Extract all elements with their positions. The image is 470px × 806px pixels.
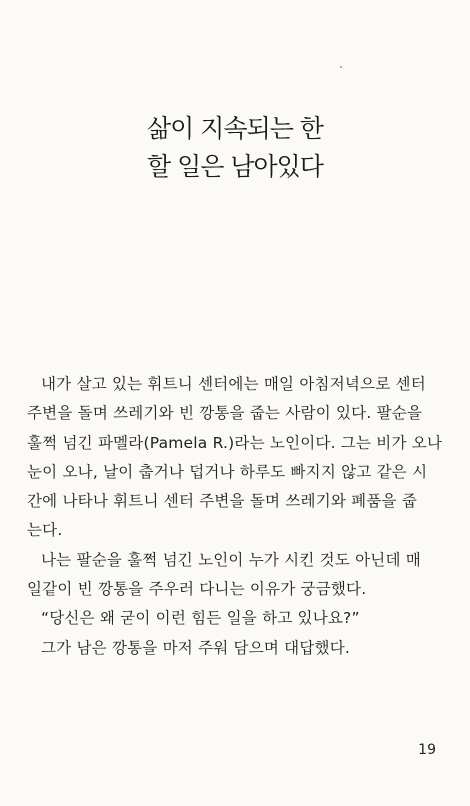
text-line: 내가 살고 있는 휘트니 센터에는 매일 아침저녁으로 센터 — [41, 375, 426, 393]
page-number: 19 — [418, 742, 436, 758]
paper-speck — [340, 66, 342, 68]
text-line: 주변을 돌며 쓰레기와 빈 깡통을 줍는 사람이 있다. 팔순을 — [27, 404, 423, 423]
text-line: 간에 나타나 휘트니 센터 주변을 돌며 쓰레기와 폐품을 줍 — [27, 492, 417, 511]
chapter-title-line-1: 삶이 지속되는 한 — [147, 114, 323, 143]
text-line: 눈이 오나, 날이 춥거나 덥거나 하루도 빠지지 않고 같은 시 — [27, 462, 428, 481]
text-line: 나는 팔순을 훌쩍 넘긴 노인이 누가 시킨 것도 아닌데 매 — [41, 550, 421, 569]
text-line: 일같이 빈 깡통을 주우러 다니는 이유가 궁금했다. — [27, 580, 367, 599]
chapter-title-line-2: 할 일은 남아있다 — [147, 152, 323, 181]
chapter-title — [0, 110, 470, 186]
text-line: 훌쩍 넘긴 파멜라(Pamela R.)라는 노인이다. 그는 비가 오나 — [27, 433, 443, 452]
text-line: 는다. — [27, 521, 63, 540]
body-text — [27, 370, 447, 663]
text-line: 그가 남은 깡통을 마저 주워 담으며 대답했다. — [41, 638, 351, 657]
text-line: “당신은 왜 굳이 이런 힘든 일을 하고 있나요?” — [41, 609, 360, 628]
